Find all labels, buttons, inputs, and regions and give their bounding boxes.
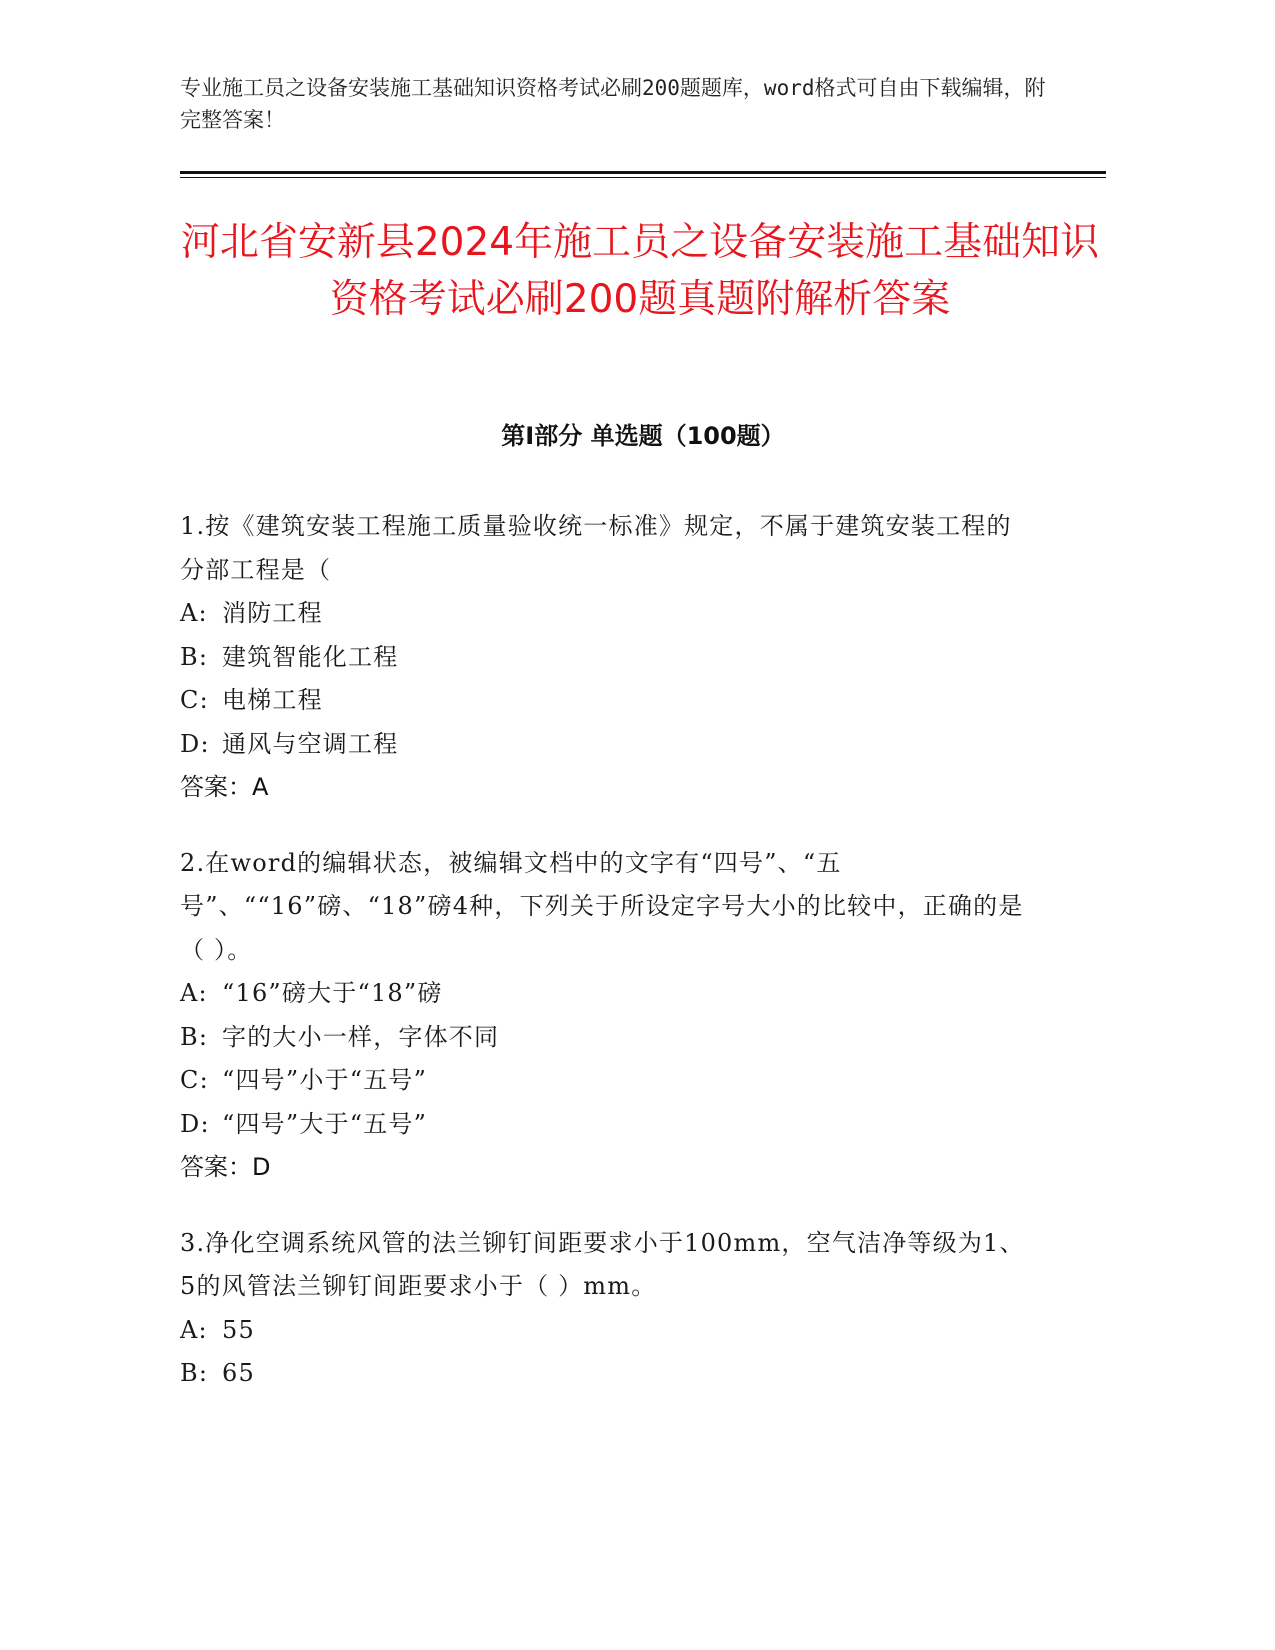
question-3 [180,1222,1040,1396]
header-divider-thick [180,171,1106,174]
question-1 [180,505,1040,810]
option-key: B: [180,1359,209,1387]
option-text: “四号”小于“五号” [222,1066,428,1094]
option-a [180,1309,1040,1353]
option-text: 65 [222,1359,255,1387]
option-text: 消防工程 [222,599,323,627]
question-stem: 2.在word的编辑状态，被编辑文档中的文字有“四号”、“五号”、““16”磅、“18”磅4种，下列关于所设定字号大小的比较中，正确的是（ ）。 [180,848,1024,964]
header-divider-thin [180,177,1106,178]
question-list [180,505,1040,1428]
option-b [180,636,1040,680]
option-key: A: [180,1315,208,1344]
option-text: 通风与空调工程 [222,729,399,758]
section-heading: 第Ⅰ部分 单选题（100题） [501,422,785,450]
option-d [180,723,1040,767]
option-key: B: [180,1022,209,1051]
header-note: 专业施工员之设备安装施工基础知识资格考试必刷200题题库，word格式可自由下载编辑，附完整答案！ [180,76,1046,132]
option-c [180,1059,1040,1103]
document-title: 河北省安新县2024年施工员之设备安装施工基础知识资格考试必刷200题真题附解析答案 [180,220,1100,322]
option-key: D: [180,1109,210,1138]
option-c [180,679,1040,723]
option-text: 建筑智能化工程 [222,642,399,671]
option-key: C: [180,686,209,714]
question-2 [180,842,1040,1190]
option-a [180,972,1040,1016]
option-text: 电梯工程 [222,686,323,714]
option-key: C: [180,1066,209,1094]
option-d [180,1103,1040,1147]
question-stem: 3.净化空调系统风管的法兰铆钉间距要求小于100mm，空气洁净等级为1、5的风管法兰铆钉间距要求小于（ ）mm。 [180,1228,1025,1300]
option-key: D: [180,729,210,758]
option-key: A: [180,599,208,627]
option-b [180,1352,1040,1396]
option-text: “四号”大于“五号” [222,1109,428,1138]
answer: 答案：A [180,773,269,801]
option-key: A: [180,979,208,1007]
answer: 答案：D [180,1153,271,1181]
option-text: 55 [222,1315,255,1344]
option-b [180,1016,1040,1060]
option-a [180,592,1040,636]
question-stem: 1.按《建筑安装工程施工质量验收统一标准》规定，不属于建筑安装工程的分部工程是（ [180,512,1012,584]
option-text: “16”磅大于“18”磅 [222,979,443,1007]
option-text: 字的大小一样，字体不同 [222,1022,500,1051]
option-key: B: [180,642,209,671]
